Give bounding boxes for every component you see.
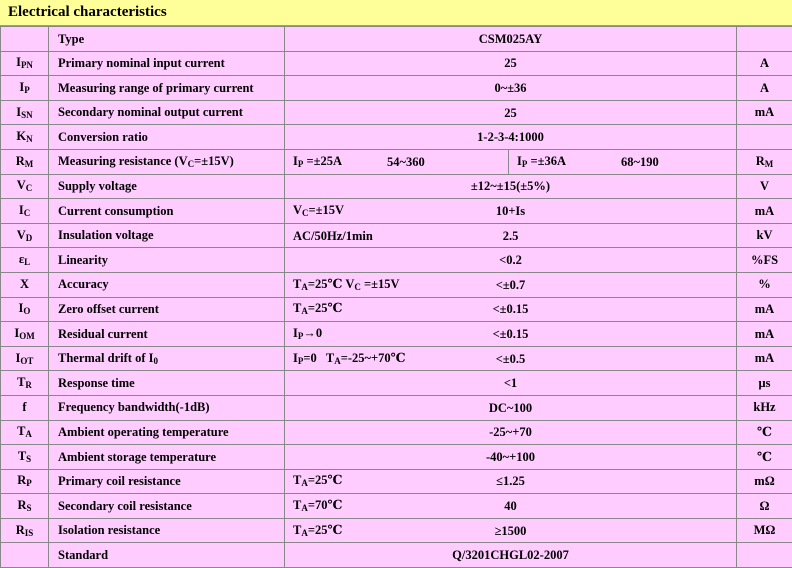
parameter-value: <1 [285,377,736,390]
table-row-io [1,297,792,322]
symbol-cell: $K_N$ [1,125,49,150]
unit-cell: mA [737,199,792,224]
unit-cell: A [737,51,792,76]
value-cell [285,445,737,470]
unit-cell: mA [737,100,792,125]
cell-divider [508,150,509,174]
parameter-value: ±12~±15(±5%) [285,180,736,193]
symbol-cell [1,27,49,52]
parameter-value: <±0.7 [285,278,736,291]
unit-cell [737,125,792,150]
value-cell [285,543,737,568]
value-cell [285,346,737,371]
symbol-cell: $R_P$ [1,469,49,494]
symbol-cell: $I_O$ [1,297,49,322]
symbol-cell: $I_P$ [1,76,49,101]
test-condition: $T_A=70℃$ [293,499,342,513]
parameter-name: Primary nominal input current [49,51,285,76]
parameter-value: 1-2-3-4:1000 [285,131,736,144]
value-cell [285,76,737,101]
unit-cell: %FS [737,248,792,273]
unit-cell: % [737,272,792,297]
value-cell [285,199,737,224]
test-condition: $T_A=25℃$ $V_C =\pm 15V$ [293,278,400,292]
table-row-rm [1,149,792,174]
unit-cell: μs [737,371,792,396]
symbol-cell: $T_A$ [1,420,49,445]
unit-cell: $R_M$ [737,149,792,174]
parameter-name: Secondary coil resistance [49,494,285,519]
parameter-value: 2.5 [285,229,736,242]
parameter-name: Ambient storage temperature [49,445,285,470]
parameter-value: <0.2 [285,254,736,267]
parameter-name: Measuring resistance $(V_C=\pm 15V)$ [49,149,285,174]
symbol-cell: $I_{PN}$ [1,51,49,76]
table-row-kn [1,125,792,150]
symbol-cell: $V_D$ [1,223,49,248]
parameter-name: Accuracy [49,272,285,297]
table-row-ris [1,518,792,543]
unit-cell: Ω [737,494,792,519]
table-row-standard [1,543,792,568]
left-condition: $I_P =\pm 25A$ [293,155,342,169]
page-title: Electrical characteristics [8,4,167,21]
test-condition: AC/50Hz/1min [293,229,373,242]
parameter-name: Standard [49,543,285,568]
parameter-value: 10+Is [285,205,736,218]
unit-cell: mA [737,297,792,322]
parameter-value: <±0.15 [285,328,736,341]
standard-value: Q/3201CHGL02-2007 [285,549,736,562]
symbol-cell: $\varepsilon_L$ [1,248,49,273]
unit-cell: V [737,174,792,199]
table-row-el [1,248,792,273]
unit-cell: ℃ [737,420,792,445]
parameter-name: Linearity [49,248,285,273]
parameter-name: Supply voltage [49,174,285,199]
parameter-value: 25 [285,106,736,119]
test-condition: $T_A=25℃$ [293,524,342,538]
parameter-value: 0~±36 [285,82,736,95]
right-value: 68~190 [621,156,659,169]
table-row-ipn [1,51,792,76]
parameter-value: 40 [285,500,736,513]
parameter-value: -25~+70 [285,426,736,439]
parameter-name: Response time [49,371,285,396]
table-row-vd [1,223,792,248]
unit-cell: mA [737,322,792,347]
parameter-name: Conversion ratio [49,125,285,150]
symbol-cell: $I_{OT}$ [1,346,49,371]
parameter-name: Current consumption [49,199,285,224]
value-cell [285,248,737,273]
table-row-f [1,395,792,420]
test-condition: $V_C=\pm 15V$ [293,204,344,218]
value-cell [285,51,737,76]
parameter-name: Isolation resistance [49,518,285,543]
parameter-name: Ambient operating temperature [49,420,285,445]
value-cell [285,149,737,174]
unit-cell: kV [737,223,792,248]
symbol-cell: $R_M$ [1,149,49,174]
table-row-ic [1,199,792,224]
parameter-name: Residual current [49,322,285,347]
value-cell [285,27,737,52]
unit-cell: MΩ [737,518,792,543]
value-cell [285,322,737,347]
table-row-x [1,272,792,297]
type-value: CSM025AY [285,33,736,46]
table-row-isn [1,100,792,125]
table-row-vc [1,174,792,199]
symbol-cell: $V_C$ [1,174,49,199]
symbol-cell: $R_S$ [1,494,49,519]
parameter-name: Insulation voltage [49,223,285,248]
parameter-value: ≥1500 [285,524,736,537]
symbol-cell: $T_S$ [1,445,49,470]
value-cell [285,395,737,420]
parameter-name: Zero offset current [49,297,285,322]
left-value: 54~360 [387,156,425,169]
test-condition: $I_P\to 0$ [293,327,322,341]
value-cell [285,494,737,519]
parameter-value: <±0.5 [285,352,736,365]
value-cell [285,223,737,248]
parameter-value: <±0.15 [285,303,736,316]
parameter-value: -40~+100 [285,451,736,464]
table-row-ip [1,76,792,101]
symbol-cell: $I_C$ [1,199,49,224]
symbol-cell: $I_{OM}$ [1,322,49,347]
parameter-name: Type [49,27,285,52]
test-condition: $T_A=25℃$ [293,474,342,488]
table-row-type [1,27,792,52]
value-cell [285,272,737,297]
unit-cell [737,543,792,568]
parameter-name: Measuring range of primary current [49,76,285,101]
characteristics-table [0,26,792,568]
table-row-iom [1,322,792,347]
table-row-ts [1,445,792,470]
parameter-value: DC~100 [285,401,736,414]
unit-cell: ℃ [737,445,792,470]
parameter-name: Secondary nominal output current [49,100,285,125]
value-cell [285,100,737,125]
table-row-ta [1,420,792,445]
parameter-name: Thermal drift of $I_0$ [49,346,285,371]
table-row-rs [1,494,792,519]
symbol-cell: f [1,395,49,420]
value-cell [285,420,737,445]
value-cell [285,469,737,494]
value-cell [285,371,737,396]
right-condition: $I_P =\pm 36A$ [517,155,566,169]
parameter-value: ≤1.25 [285,475,736,488]
value-cell [285,174,737,199]
parameter-value: 25 [285,57,736,70]
table-row-tr [1,371,792,396]
unit-cell: mΩ [737,469,792,494]
symbol-cell [1,543,49,568]
unit-cell: A [737,76,792,101]
symbol-cell: X [1,272,49,297]
unit-cell: mA [737,346,792,371]
test-condition: $T_A=25℃$ [293,302,342,316]
title-bar [0,0,792,26]
value-cell [285,297,737,322]
unit-cell [737,27,792,52]
parameter-name: Frequency bandwidth(-1dB) [49,395,285,420]
parameter-name: Primary coil resistance [49,469,285,494]
symbol-cell: $R_{IS}$ [1,518,49,543]
symbol-cell: $T_R$ [1,371,49,396]
test-condition: $I_P=0$ $T_A=-25\sim+70℃$ [293,352,406,366]
table-row-iot [1,346,792,371]
unit-cell: kHz [737,395,792,420]
value-cell [285,518,737,543]
table-row-rp [1,469,792,494]
symbol-cell: $I_{SN}$ [1,100,49,125]
value-cell [285,125,737,150]
